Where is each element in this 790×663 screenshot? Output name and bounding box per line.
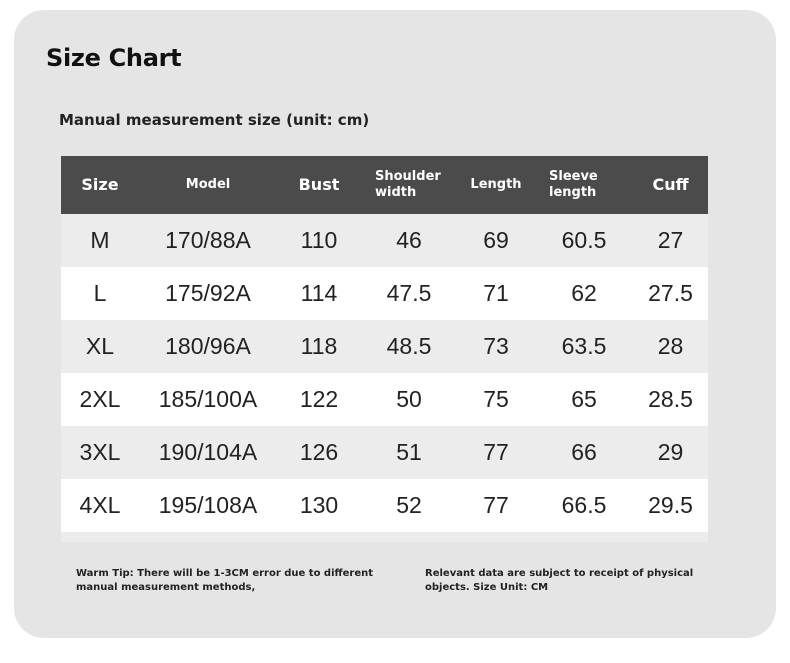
header-model: Model xyxy=(185,177,231,192)
cell-length: 77 xyxy=(483,439,509,465)
data-note: Relevant data are subject to receipt of physical objects. Size Unit: CM xyxy=(425,568,694,593)
cell-sleeve: 62 xyxy=(571,280,597,306)
table-bottom-strip xyxy=(61,532,708,542)
cell-size: XL xyxy=(85,333,115,359)
cell-sleeve: 66 xyxy=(571,439,597,465)
header-shoulder-line2: width xyxy=(375,185,417,200)
cell-model: 180/96A xyxy=(165,333,251,359)
cell-cuff: 29.5 xyxy=(648,492,693,518)
subtitle: Manual measurement size (unit: cm) xyxy=(59,111,370,129)
cell-shoulder: 46 xyxy=(396,227,422,253)
cell-shoulder: 52 xyxy=(396,492,422,518)
cell-bust: 130 xyxy=(299,492,339,518)
table-row xyxy=(61,320,708,373)
cell-size: 3XL xyxy=(79,439,121,465)
table-row xyxy=(61,479,708,532)
cell-size: 2XL xyxy=(79,386,121,412)
cell-bust: 114 xyxy=(300,280,338,306)
cell-sleeve: 60.5 xyxy=(561,227,607,253)
cell-sleeve: 65 xyxy=(571,386,597,412)
cell-model: 170/88A xyxy=(165,227,251,253)
cell-length: 75 xyxy=(483,386,509,412)
cell-cuff: 28.5 xyxy=(648,386,693,412)
cell-shoulder: 48.5 xyxy=(386,333,432,359)
cell-model: 190/104A xyxy=(158,439,258,465)
cell-bust: 118 xyxy=(300,333,338,359)
table-body xyxy=(61,214,708,532)
cell-bust: 122 xyxy=(299,386,339,412)
cell-cuff: 29 xyxy=(657,439,684,465)
cell-length: 77 xyxy=(483,492,509,518)
cell-sleeve: 63.5 xyxy=(561,333,607,359)
header-length: Length xyxy=(470,177,522,192)
cell-size: L xyxy=(93,280,107,306)
cell-cuff: 27.5 xyxy=(648,280,693,306)
header-size: Size xyxy=(81,175,119,194)
cell-bust: 110 xyxy=(300,227,338,253)
cell-length: 69 xyxy=(483,227,509,253)
table-header-row xyxy=(61,156,708,214)
cell-cuff: 27 xyxy=(657,227,684,253)
cell-cuff: 28 xyxy=(657,333,684,359)
header-shoulder-width xyxy=(361,156,457,214)
size-table xyxy=(61,156,708,532)
warm-tip: Warm Tip: There will be 1-3CM error due to different manual measurement methods, xyxy=(76,568,374,593)
cell-size: 4XL xyxy=(79,492,121,518)
table-row xyxy=(61,214,708,267)
cell-length: 71 xyxy=(483,280,509,306)
header-shoulder-line1: Shoulder xyxy=(375,169,441,184)
header-sleeve-line1: Sleeve xyxy=(549,169,598,184)
header-sleeve-line2: length xyxy=(549,185,597,200)
cell-sleeve: 66.5 xyxy=(561,492,607,518)
header-sleeve-length xyxy=(535,156,633,214)
cell-shoulder: 47.5 xyxy=(386,280,432,306)
cell-model: 185/100A xyxy=(158,386,258,412)
header-cuff: Cuff xyxy=(652,175,689,194)
cell-model: 175/92A xyxy=(165,280,251,306)
table-row xyxy=(61,267,708,320)
page-title: Size Chart xyxy=(46,44,182,72)
cell-bust: 126 xyxy=(299,439,339,465)
table-row xyxy=(61,426,708,479)
cell-length: 73 xyxy=(483,333,509,359)
header-bust: Bust xyxy=(298,175,340,194)
cell-size: M xyxy=(90,227,110,253)
table-row xyxy=(61,373,708,426)
cell-shoulder: 50 xyxy=(396,386,422,412)
cell-model: 195/108A xyxy=(158,492,258,518)
cell-shoulder: 51 xyxy=(396,439,422,465)
size-table-wrapper xyxy=(61,156,708,542)
